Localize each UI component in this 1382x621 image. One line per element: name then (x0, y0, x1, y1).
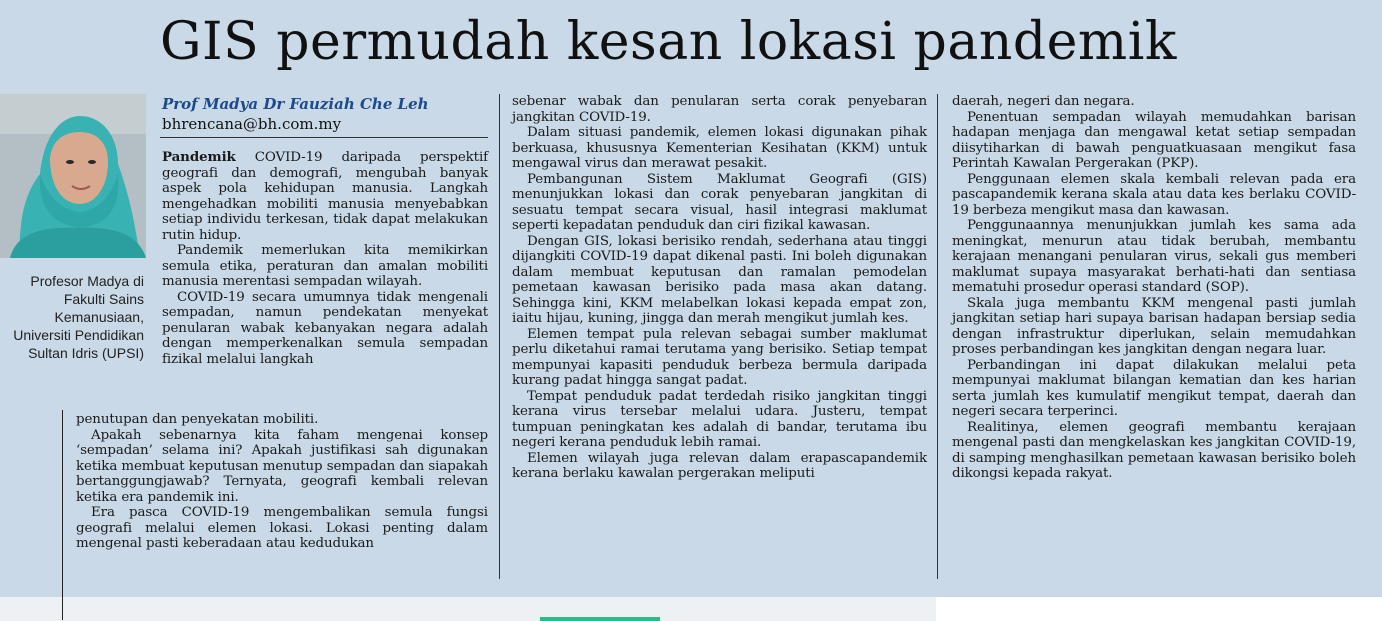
article-column-3 (952, 94, 1356, 482)
article-column-1 (162, 150, 488, 367)
column-rule-2 (937, 94, 938, 579)
paragraph (162, 150, 488, 243)
paragraph: Apakah sebenarnya kita faham mengenai konsep ‘sempadan’ selama ini? Apakah justifikasi sah digunakan ketika membuat keputusan menutup sempadan dan siapakah bertanggungjawab? Ternyata, geografi kembali relevan ketika era pandemik ini. (76, 427, 488, 505)
paragraph: sebenar wabak dan penularan serta corak penyebaran jangkitan COVID-19. (512, 94, 927, 125)
paragraph: Elemen wilayah juga relevan dalam erapascapandemik kerana berlaku kawalan pergerakan meliputi (512, 450, 927, 481)
paragraph: Era pasca COVID-19 mengembalikan semula fungsi geografi melalui elemen lokasi. Lokasi penting dalam mengenal pasti keberadaan atau kedudukan (76, 505, 488, 551)
column-rule-left (62, 410, 63, 620)
paragraph: Elemen tempat pula relevan sebagai sumber maklumat perlu diketahui ramai terutama yang berisiko. Setiap tempat mempunyai kapasiti penduduk berbeza bermula daripada kurang padat hingga sangat padat. (512, 326, 927, 388)
paragraph: Dengan GIS, lokasi berisiko rendah, sederhana atau tinggi dijangkiti COVID-19 dapat dikenal pasti. Ini boleh digunakan dalam membuat keputusan dan ramalan pemodelan pemetaan kawasan berisiko pada masa akan datang. Sehingga kini, KKM melabelkan lokasi kepada empat zon, iaitu hijau, kuning, jingga dan merah mengikut jumlah kes. (512, 233, 927, 326)
paragraph: Perbandingan ini dapat dilakukan melalui peta mempunyai maklumat bilangan kematian dan kes harian serta jumlah kes kumulatif mengikut tempat, daerah dan negeri secara terperinci. (952, 357, 1356, 419)
paragraph: Dalam situasi pandemik, elemen lokasi digunakan pihak berkuasa, khususnya Kementerian Kesihatan (KKM) untuk mengawal virus dan merawat pesakit. (512, 125, 927, 171)
paragraph-text: COVID-19 daripada perspektif geografi dan demografi, mengubah banyak aspek pola kehidupan manusia. Langkah mengehadkan mobiliti manusia menyebabkan setiap individu terkesan, tidak dapat melakukan rutin hidup. (162, 150, 488, 243)
paragraph: Tempat penduduk padat terdedah risiko jangkitan tinggi kerana virus tersebar melalui udara. Justeru, tempat tumpuan peningkatan kes adalah di bandar, terutama ibu negeri kerana penduduk lebih ramai. (512, 388, 927, 450)
page-bottom-strip (0, 597, 936, 621)
paragraph: Penggunaannya menunjukkan jumlah kes sama ada meningkat, menurun atau tidak berubah, membantu kerajaan menangani penularan virus, sekali gus memberi maklumat supaya masyarakat berhati-hati dan sentiasa mematuhi prosedur operasi standard (SOP). (952, 218, 1356, 295)
paragraph: COVID-19 secara umumnya tidak mengenali sempadan, namun pendekatan menyekat penularan wabak kebanyakan negara adalah dengan memperkenalkan semula sempadan fizikal melalui langkah (162, 289, 488, 367)
paragraph: Realitinya, elemen geografi membantu kerajaan mengenal pasti dan mengkelaskan kes jangkitan COVID-19, di samping menghasilkan pemetaan kawasan berisiko boleh dikongsi kepada rakyat. (952, 419, 1356, 481)
author-email[interactable]: bhrencana@bh.com.my (162, 115, 342, 133)
headline: GIS permudah kesan lokasi pandemik (160, 12, 1177, 72)
author-portrait-illustration (0, 94, 146, 258)
paragraph: penutupan dan penyekatan mobiliti. (76, 412, 319, 427)
green-accent-bar (540, 617, 660, 621)
paragraph: Pembangunan Sistem Maklumat Geografi (GIS) menunjukkan lokasi dan corak penyebaran jangkitan di sesuatu tempat secara visual, hasil integrasi maklumat seperti kepadatan penduduk dan ciri fizikal kawasan. (512, 171, 927, 233)
byline-divider (160, 137, 488, 138)
paragraph: Pandemik memerlukan kita memikirkan semula etika, peraturan dan amalan mobiliti manusia merentasi sempadan wilayah. (162, 243, 488, 289)
paragraph: Penentuan sempadan wilayah memudahkan barisan hadapan menjaga dan mengawal ketat setiap sempadan diisytiharkan di bawah penguatkuasaan mengikut fasa Perintah Kawalan Pergerakan (PKP). (952, 109, 1356, 171)
article-column-2 (512, 94, 927, 482)
column-rule-1 (499, 94, 500, 579)
paragraph: Skala juga membantu KKM mengenal pasti jumlah jangkitan setiap hari supaya barisan hadapan bersiap sedia dengan infrastruktur diperlukan, selain memudahkan proses perbandingan kes jangkitan dengan negara luar. (952, 295, 1356, 357)
author-name: Prof Madya Dr Fauziah Che Leh (162, 95, 429, 113)
lead-word: Pandemik (162, 149, 236, 165)
photo-caption: Profesor Madya di Fakulti Sains Kemanusiaan, Universiti Pendidikan Sultan Idris (UPSI) (13, 273, 144, 361)
article-column-1-wide (76, 412, 488, 552)
paragraph: daerah, negeri dan negara. (952, 94, 1135, 109)
paragraph: Penggunaan elemen skala kembali relevan pada era pascapandemik kerana skala atau data kes berlaku COVID-19 berbeza mengikut masa dan kawasan. (952, 171, 1356, 218)
author-photo (0, 94, 146, 258)
